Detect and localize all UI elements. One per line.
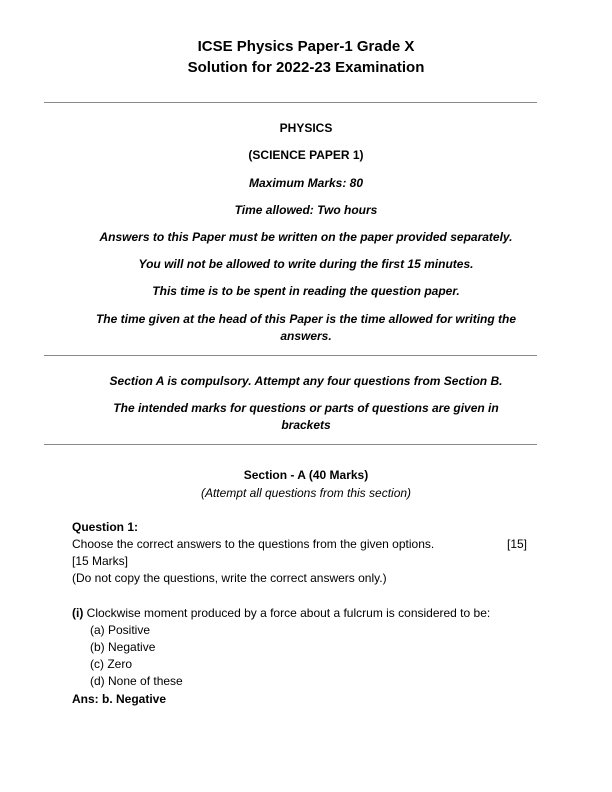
section-title: Section - A (40 Marks) — [243, 468, 369, 482]
question-instruction: Choose the correct answers to the questions from the given options. — [72, 537, 435, 551]
question-note: (Do not copy the questions, write the correct answers only.) — [72, 571, 387, 585]
document-title-line1: ICSE Physics Paper-1 Grade X — [197, 38, 415, 55]
document-title-line2: Solution for 2022-23 Examination — [187, 59, 425, 76]
section-subtitle: (Attempt all questions from this section) — [200, 486, 412, 500]
question-marks-text: [15 Marks] — [72, 554, 129, 568]
divider-top — [44, 102, 537, 103]
divider-middle — [44, 355, 537, 356]
general-instruction-line: The intended marks for questions or parts of questions are given in — [113, 401, 499, 415]
instruction-line: You will not be allowed to write during the first 15 minutes. — [138, 257, 474, 271]
max-marks: Maximum Marks: 80 — [248, 176, 364, 190]
time-allowed: Time allowed: Two hours — [234, 203, 378, 217]
divider-bottom — [44, 444, 537, 445]
paper-subheading: (SCIENCE PAPER 1) — [248, 148, 364, 162]
subject-heading: PHYSICS — [279, 121, 333, 135]
answer-text: Ans: b. Negative — [72, 692, 167, 706]
option-item: (b) Negative — [90, 640, 156, 654]
sub-question-text: Clockwise moment produced by a force about a fulcrum is considered to be: — [86, 606, 491, 620]
question-heading: Question 1: — [72, 520, 139, 534]
instruction-line: answers. — [280, 329, 332, 343]
general-instruction-line: brackets — [281, 418, 331, 432]
option-item: (c) Zero — [90, 657, 132, 671]
instruction-line: The time given at the head of this Paper is the time allowed for writing the — [95, 312, 517, 326]
sub-question-number: (i) — [72, 606, 84, 620]
general-instruction-line: Section A is compulsory. Attempt any four questions from Section B. — [109, 374, 503, 388]
instruction-line: Answers to this Paper must be written on the paper provided separately. — [99, 230, 513, 244]
instruction-line: This time is to be spent in reading the question paper. — [152, 284, 460, 298]
option-item: (a) Positive — [90, 623, 151, 637]
option-item: (d) None of these — [90, 674, 183, 688]
question-marks-bracket: [15] — [507, 537, 528, 551]
sub-question — [72, 605, 490, 622]
